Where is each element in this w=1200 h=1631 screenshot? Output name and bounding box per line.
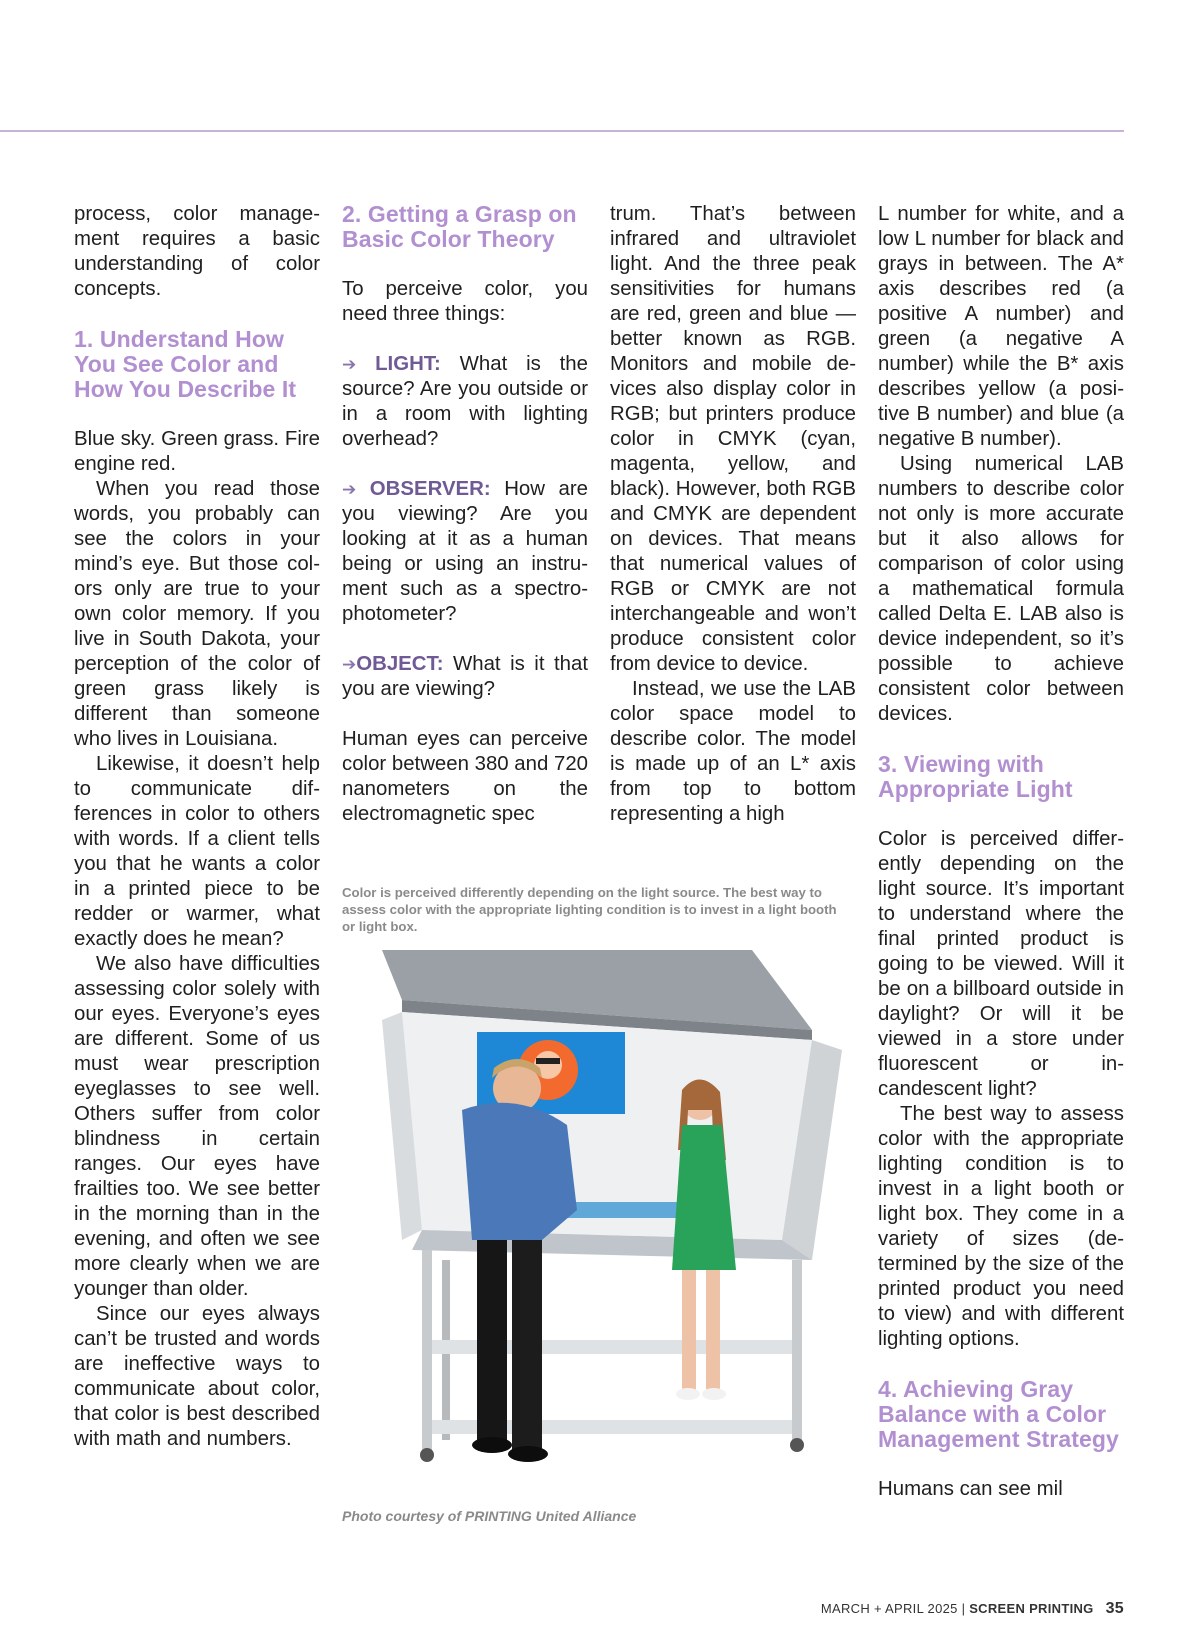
bullet-light	[342, 352, 588, 452]
page-footer	[821, 1600, 1124, 1618]
arrow-right-icon: ➔	[342, 355, 357, 374]
bullet-text: What is it that you are viewing?	[342, 653, 588, 700]
paragraph: To perceive color, you need three things:	[342, 278, 588, 325]
paragraph: Color is perceived differently depending on the light source. It’s important to understand where the final printed product is going to be viewed. Will it be on a billboard outside in daylight? Or will it be viewed in a store under fluorescent or incandescent light?	[878, 828, 1124, 1100]
paragraph: Human eyes can perceive color between 380 and 720 nanometers on the electromagnetic spec	[342, 728, 589, 825]
section-heading-1: 1. Understand How You See Color and How You Describe It	[74, 326, 297, 402]
section-heading-3: 3. Viewing with Appropriate Light	[878, 751, 1073, 802]
section-heading-4: 4. Achieving Gray Balance with a Color Management Strategy	[878, 1376, 1119, 1452]
arrow-right-icon: ➔	[342, 655, 357, 674]
bullet-label: LIGHT:	[375, 353, 441, 375]
paragraph: Using numerical LAB numbers to describe color not only is more accurate but it also allows for comparison of color using a mathematical formula called Delta E. LAB also is device independent, so it’s possible to achieve consistent color between devices.	[878, 453, 1124, 725]
paragraph: Instead, we use the LAB color space model to describe color. The model is made up of an L* axis from top to bottom representing a high	[610, 678, 856, 825]
bullet-observer	[342, 477, 588, 627]
bullet-label: OBSERVER:	[369, 478, 491, 500]
magazine-name: SCREEN PRINTING	[969, 1601, 1094, 1616]
page-number: 35	[1105, 1600, 1124, 1617]
photo-credit: Photo courtesy of PRINTING United Alliance	[342, 1508, 637, 1524]
paragraph: We also have difficulties assessing color solely with our eyes. Everyone’s eyes are different. Some of us must wear prescription eyeglasses to see well. Others suffer from color blindness in certain ranges. Our eyes have frailties too. We see better in the morning than in the evening, and often we see more clearly when we are younger than older.	[74, 953, 320, 1300]
section-heading-2: 2. Getting a Grasp on Basic Color Theory	[342, 201, 577, 252]
light-booth-photo	[342, 940, 850, 1480]
paragraph: process, color management requires a basic understanding of color concepts.	[74, 203, 320, 300]
arrow-right-icon: ➔	[342, 480, 357, 499]
bullet-text: How are you viewing? Are you looking at it as a human being or using an instrument such as a spectrophotometer?	[342, 478, 589, 625]
paragraph: Humans can see mil	[878, 1478, 1063, 1500]
paragraph: The best way to assess color with the appropriate lighting condition is to invest in a light booth or light box. They come in a variety of sizes (determined by the size of the printed product you need to view) and with different lighting options.	[878, 1103, 1124, 1350]
column-1	[74, 202, 320, 1452]
top-rule	[0, 130, 1124, 132]
bullet-text: What is the source? Are you outside or in a room with lighting overhead?	[342, 353, 588, 450]
paragraph: Since our eyes always can’t be trusted and words are ineffective ways to communicate about color, that color is best described with math and numbers.	[74, 1303, 320, 1450]
paragraph: trum. That’s between infrared and ultraviolet light. And the three peak sensitivities for humans are red, green and blue — better known as RGB. Monitors and mobile devices also display color in RGB; but printers produce color in CMYK (cyan, magenta, yellow, and black). However, both RGB and CMYK are dependent on devices. That means that numerical values of RGB or CMYK are not interchangeable and won’t produce consistent color from device to device.	[610, 203, 856, 675]
bullet-object	[342, 652, 588, 702]
column-3	[610, 202, 856, 827]
figure-caption: Color is perceived differently depending on the light source. The best way to assess color with the appropriate lighting condition is to invest in a light booth or light box.	[342, 885, 837, 934]
paragraph: Likewise, it doesn’t help to communicate differences in color to others with words. If a client tells you that he wants a color in a printed piece to be redder or warmer, what exactly does he mean?	[74, 753, 320, 950]
column-4	[878, 202, 1124, 1502]
paragraph: When you read those words, you probably can see the colors in your mind’s eye. But those colors only are true to your own color memory. If you live in South Dakota, your perception of the color of green grass likely is different than someone who lives in Louisiana.	[74, 478, 320, 750]
column-2	[342, 202, 588, 827]
bullet-label: OBJECT:	[356, 653, 444, 675]
paragraph: L number for white, and a low L number for black and grays in between. The A* axis describes red (a positive A number) and green (a negative A number) while the B* axis describes yellow (a positive B number) and blue (a negative B number).	[878, 203, 1124, 450]
issue-date: MARCH + APRIL 2025 |	[820, 1601, 970, 1616]
paragraph: Blue sky. Green grass. Fire engine red.	[74, 428, 320, 475]
